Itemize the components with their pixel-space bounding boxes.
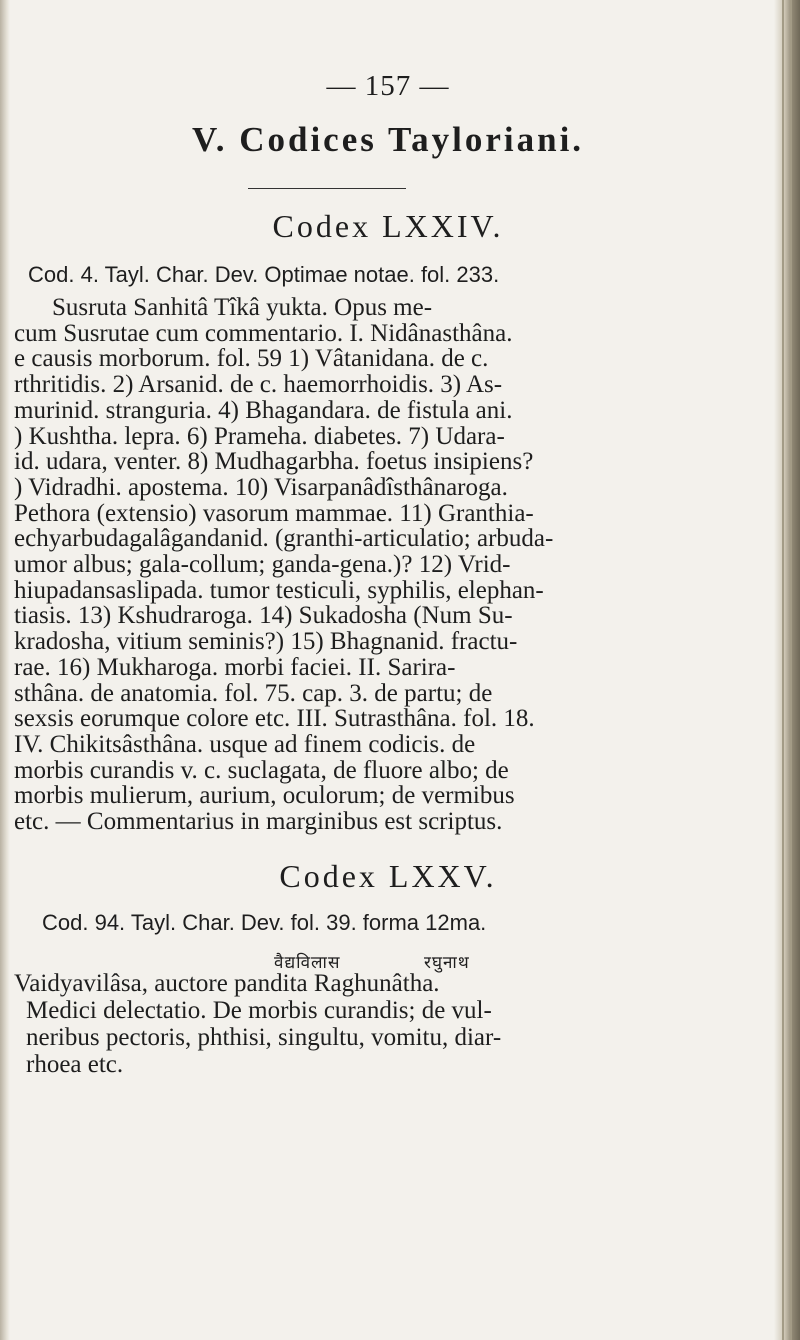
text-line: ) Vidradhi. apostema. 10) Visarpanâdîsthânaroga. (14, 473, 508, 501)
codex-lxxv-meta: Cod. 94. Tayl. Char. Dev. fol. 39. forma 12ma. (42, 910, 487, 935)
text-line: umor albus; gala-collum; ganda-gena.)? 12) Vrid- (14, 551, 511, 578)
text-line: rthritidis. 2) Arsanid. de c. haemorrhoidis. 3) As- (14, 371, 503, 399)
text-line: sthâna. de anatomia. fol. 75. cap. 3. de partu; de (14, 679, 493, 707)
text-line: id. udara, venter. 8) Mudhagarbha. foetus insipiens? (14, 448, 534, 476)
edge-stripe (782, 0, 784, 1340)
text-line: Vaidyavilâsa, auctore pandita Raghunâtha. (14, 970, 440, 997)
text-line: murinid. stranguria. 4) Bhagandara. de fistula ani. (14, 396, 513, 424)
text-line: Pethora (extensio) vasorum mammae. 11) Granthia- (14, 499, 534, 527)
codex-lxxv-title: Codex LXXV. (279, 858, 497, 894)
page-gutter-shadow (0, 0, 10, 1340)
text-line: Medici delectatio. De morbis curandis; de vul- (26, 997, 492, 1024)
text-line: kradosha, vitium seminis?) 15) Bhagnanid. fractu- (14, 628, 518, 656)
text-line: Susruta Sanhitâ Tîkâ yukta. Opus me- (52, 294, 433, 321)
devanagari-title: वैद्यविलास (274, 953, 341, 973)
text-line: etc. — Commentarius in marginibus est scriptus. (14, 808, 503, 835)
text-line: rhoea etc. (26, 1051, 124, 1078)
text-line: morbis mulierum, aurium, oculorum; de vermibus (14, 782, 515, 810)
text-line: IV. Chikitsâsthâna. usque ad finem codicis. de (14, 730, 476, 758)
divider-rule (248, 188, 406, 189)
text-line: sexsis eorumque colore etc. III. Sutrasthâna. fol. 18. (14, 705, 535, 733)
text-line: tiasis. 13) Kshudraroga. 14) Sukadosha (Num Su- (14, 602, 513, 630)
text-line: cum Susrutae cum commentario. I. Nidânasthâna. (14, 319, 513, 347)
text-line: e causis morborum. fol. 59 1) Vâtanidana. de c. (14, 345, 489, 373)
text-line: echyarbudagalâgandanid. (granthi-articulatio; arbuda- (14, 525, 554, 553)
text-line: ) Kushtha. lepra. 6) Prameha. diabetes. 7) Udara- (14, 422, 505, 450)
text-line: neribus pectoris, phthisi, singultu, vomitu, diar- (26, 1024, 502, 1051)
book-edge (774, 0, 800, 1340)
codex-lxxiv-meta: Cod. 4. Tayl. Char. Dev. Optimae notae. fol. 233. (28, 262, 500, 287)
text-line: hiupadansaslipada. tumor testiculi, syphilis, elephan- (14, 576, 544, 604)
page-number: — 157 — (326, 70, 450, 102)
devanagari-author: रघुनाथ (424, 953, 470, 973)
codex-lxxiv-title: Codex LXXIV. (272, 208, 504, 244)
text-line: rae. 16) Mukharoga. morbi faciei. II. Sarira- (14, 653, 456, 681)
text-line: morbis curandis v. c. suclagata, de fluore albo; de (14, 756, 509, 784)
section-title: V. Codices Tayloriani. (191, 120, 585, 159)
edge-stripe (790, 0, 792, 1340)
